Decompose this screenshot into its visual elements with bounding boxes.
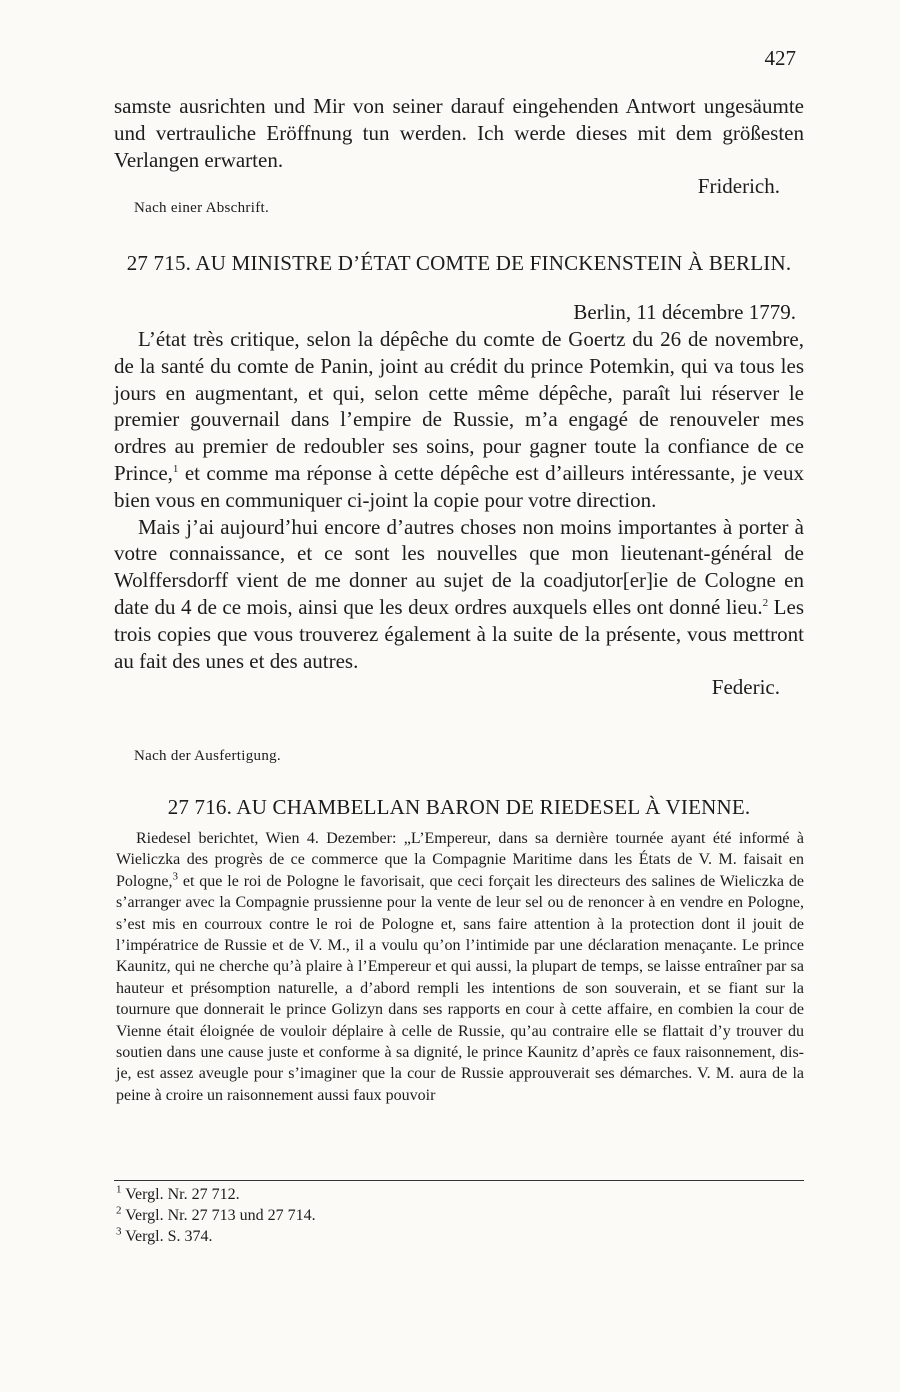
letter-27715-source-note: Nach der Ausfertigung. xyxy=(134,748,281,764)
footnote-mark: 2 xyxy=(116,1204,122,1217)
footnote-1 xyxy=(116,1184,316,1205)
letter-27715-heading: 27 715. AU MINISTRE D’ÉTAT COMTE DE FINCKENSTEIN À BERLIN. xyxy=(126,251,792,275)
footnote-mark: 3 xyxy=(116,1225,122,1238)
summary-text: Riedesel berichtet, Wien 4. Dezember: „L’Empereur, dans sa dernière tournée ayant été informé à Wieliczka des progrès de ce commerce que la Compagnie Maritime dans les États de V. M. faisait en Pologne, xyxy=(116,830,804,890)
footnote-text: Vergl. Nr. 27 713 und 27 714. xyxy=(125,1207,316,1224)
opening-paragraph: samste ausrichten und Mir von seiner darauf eingehenden Antwort ungesäumte und vertrauliche Eröffnung tun werden. Ich werde dieses mit dem größesten Verlangen erwarten. xyxy=(114,94,804,172)
footnote-text: Vergl. Nr. 27 712. xyxy=(125,1186,240,1203)
letter-27716-summary xyxy=(116,828,804,1106)
page-number: 427 xyxy=(764,46,796,70)
letter-27716-heading: 27 716. AU CHAMBELLAN BARON DE RIEDESEL À VIENNE. xyxy=(167,795,751,819)
footnote-ref-1: 1 xyxy=(172,462,179,475)
paragraph-1-text: L’état très critique, selon la dépêche du comte de Goertz du 26 de novembre, de la santé du comte de Panin, joint au crédit du prince Potemkin, qui va tous les jours en augmentant, et qui, selon cette même dépêche, paraît lui réserver le premier gouvernail dans l’empire de Russie, m’a engagé de renouveler mes ordres au premier de redoubler ses soins, pour gagner toute la confiance de ce Prince, xyxy=(114,327,804,485)
paragraph-1-text-cont: et comme ma réponse à cette dépêche est d’ailleurs intéressante, je veux bien vous en communiquer ci-joint la copie pour votre direction. xyxy=(114,460,804,512)
opening-block xyxy=(114,93,804,200)
footnote-3 xyxy=(116,1226,316,1247)
footnote-ref-2: 2 xyxy=(762,596,769,609)
letter-27715-body xyxy=(114,326,804,701)
letter-27715-paragraph-2 xyxy=(114,514,804,675)
opening-source-note: Nach einer Abschrift. xyxy=(134,200,270,216)
letter-27715-dateline: Berlin, 11 décembre 1779. xyxy=(573,300,796,324)
paragraph-2-text-cont: Les trois copies que vous trouverez également à la suite de la présente, vous mettront au fait des unes et des autres. xyxy=(114,594,804,673)
summary-text-cont: et que le roi de Pologne le favorisait, que ceci forçait les directeurs des salines de Wieliczka de s’arranger avec la Compagnie prussienne pour la vente de leur sel ou de renoncer à en vendre en Pologne, s’est mis en courroux contre le roi de Pologne et, sans faire attention à la protection dont il jouit de l’impératrice de Russie et de V. M., il a voulu qu’on l’intimide par une déclaration menaçante. Le prince Kaunitz, qui ne cherche qu’à plaire à l’Empereur et qui aussi, la plupart de temps, se laisse entraîner par sa hauteur et présomption naturelle, a d’abord rempli les intentions de son souverain, et se fiant sur la tournure que donnerait le prince Golizyn dans ses rapports en cour à cette affaire, en combien la cour de Vienne était éloignée de vouloir déplaire à celle de Russie, qu’au contraire elle se flattait d’y trouver du soutien dans une cause juste et conforme à sa dignité, le prince Kaunitz d’après ce faux raisonnement, dis-je, est assez aveugle pour s’imaginer que la cour de Russie approuverait ses démarches. V. M. aura de la peine à croire un raisonnement aussi faux pouvoir xyxy=(116,872,804,1104)
letter-27715-paragraph-1 xyxy=(114,326,804,514)
footnote-text: Vergl. S. 374. xyxy=(125,1228,213,1245)
footnote-2 xyxy=(116,1205,316,1226)
footnote-mark: 1 xyxy=(116,1183,122,1196)
footnote-ref-3: 3 xyxy=(172,870,178,883)
letter-27715-signature: Federic. xyxy=(711,675,780,700)
footnotes xyxy=(116,1184,316,1247)
opening-signature: Friderich. xyxy=(697,174,780,199)
footnote-divider xyxy=(114,1180,804,1181)
paragraph-2-text: Mais j’ai aujourd’hui encore d’autres choses non moins importantes à porter à votre connaissance, et ce sont les nouvelles que mon lieutenant-général de Wolffersdorff vient de me donner au sujet de la coadjutor[er]ie de Cologne en date du 4 de ce mois, ainsi que les deux ordres auxquels elles ont donné lieu. xyxy=(114,514,804,619)
